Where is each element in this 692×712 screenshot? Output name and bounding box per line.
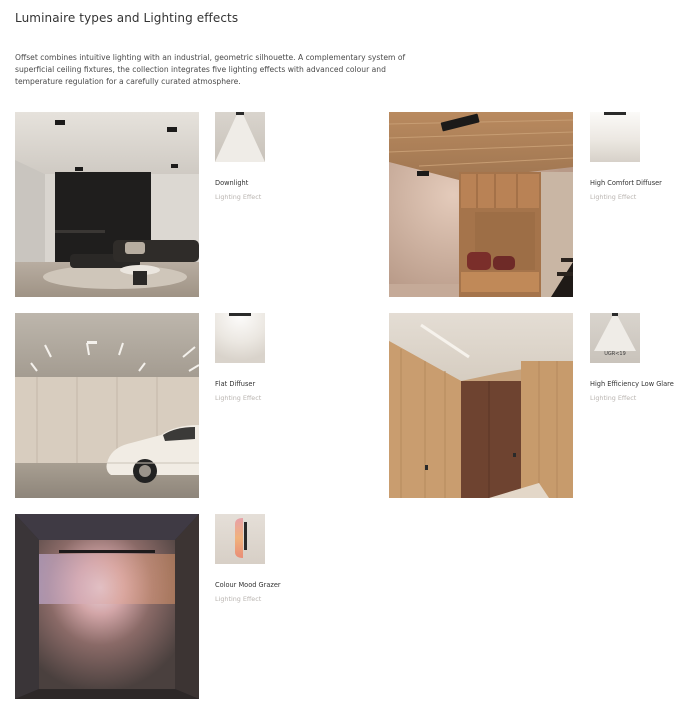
downlight-beam-icon[interactable] bbox=[215, 112, 265, 162]
effect-subtitle: Lighting Effect bbox=[590, 193, 637, 201]
effect-subtitle: Lighting Effect bbox=[590, 394, 637, 402]
section-title: Luminaire types and Lighting effects bbox=[15, 11, 239, 25]
mood-grazer-icon[interactable] bbox=[215, 514, 265, 564]
comfort-diffuser-icon[interactable] bbox=[590, 112, 640, 162]
ugr-label: UGR<19 bbox=[604, 351, 626, 357]
section-intro: Offset combines intuitive lighting with an industrial, geometric silhouette. A complementary system of superficial ceiling fixtures, the collection integrates five lighting effects with advanced colour and temperature regulation for a carefully curated atmosphere. bbox=[15, 53, 406, 86]
effect-name-downlight: Downlight bbox=[215, 179, 249, 187]
effect-name-high-comfort-diffuser: High Comfort Diffuser bbox=[590, 179, 662, 187]
effect-subtitle: Lighting Effect bbox=[215, 193, 262, 201]
colour-mood-grazer-room-photo[interactable] bbox=[15, 514, 199, 699]
effect-subtitle: Lighting Effect bbox=[215, 595, 262, 603]
flat-diffuser-garage-photo[interactable] bbox=[15, 313, 199, 498]
effect-name-high-efficiency-low-glare: High Efficiency Low Glare bbox=[590, 380, 674, 388]
effect-name-flat-diffuser: Flat Diffuser bbox=[215, 380, 256, 388]
downlight-room-photo[interactable] bbox=[15, 112, 199, 297]
effect-name-colour-mood-grazer: Colour Mood Grazer bbox=[215, 581, 281, 589]
flat-diffuser-icon[interactable] bbox=[215, 313, 265, 363]
low-glare-hallway-photo[interactable] bbox=[389, 313, 573, 498]
effect-subtitle: Lighting Effect bbox=[215, 394, 262, 402]
high-comfort-diffuser-room-photo[interactable] bbox=[389, 112, 573, 297]
